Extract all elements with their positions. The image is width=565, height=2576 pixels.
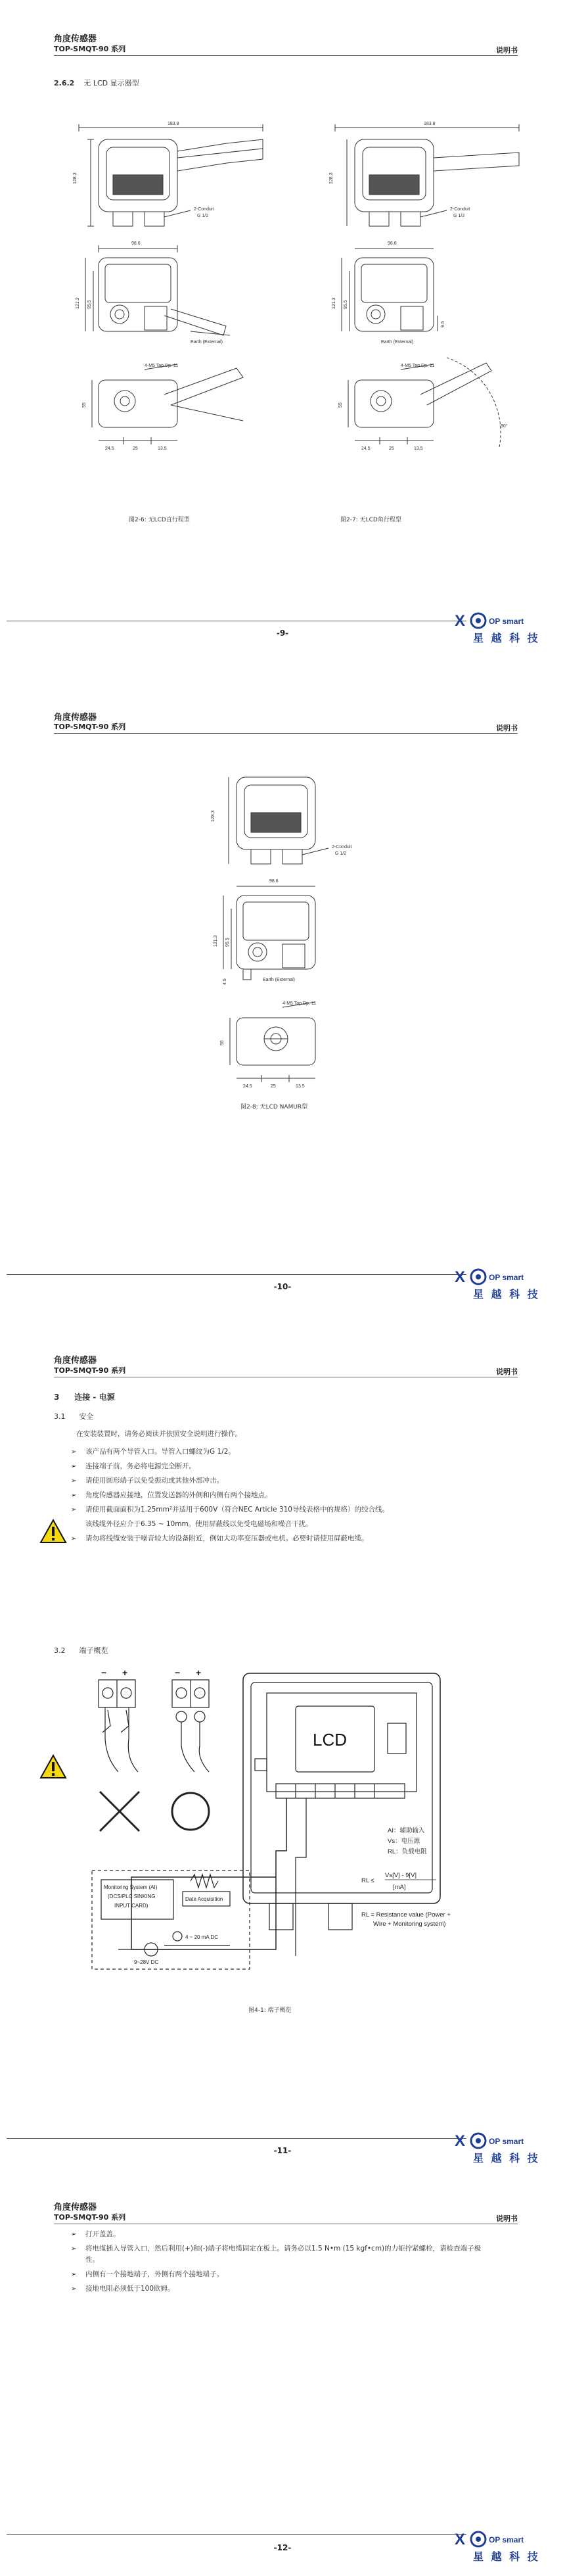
list-item: ➢ 请使用截面面积为1.25mm²并适用于600V（符合NEC Article 310导线表格中的规格）的绞合线。 [71,1506,389,1514]
list-item: ➢ 请使用圆形端子以免受振动或其他外部冲击。 [71,1477,223,1485]
subsection-safety: 3.1 安全 [54,1412,94,1421]
thread-label: G 1/2 [453,214,465,218]
dim-bottom-1: 24.5 [105,446,114,451]
header-title: 角度传感器 [54,713,97,723]
legend-ai: AI：辅助输入 [388,1827,425,1834]
lcd-label: LCD [313,1730,348,1750]
dim-width: 183.8 [424,122,436,126]
figure-caption-rotary: 图2-7: 无LCD角行程型 [340,517,401,523]
dim-height-front: 121.3 [76,297,80,309]
header-rule [54,733,518,734]
tap-label: 4-M5 Tap Dp. 11 [145,364,179,368]
svg-text:X: X [455,612,466,630]
header-manual-label: 说明书 [496,724,518,732]
conduit-label: 2-Conduit [332,845,352,849]
dim-bottom-2: 25 [133,446,138,451]
page-12 [0,2176,565,2576]
dim-bottom-3: 13.5 [158,446,167,451]
wrong-minus: − [101,1667,107,1678]
dim-small: 55 [220,1040,225,1045]
dim-bottom-1: 24.5 [243,1084,252,1089]
page-number: -9- [276,629,289,638]
list-item: 该线缆外径应介于6.35 ~ 10mm。使用屏蔽线以免受电磁场和噪音干扰。 [85,1520,313,1528]
logo-text-cn: 星 越 科 技 [473,1288,540,1300]
dim-width-front: 98.6 [269,879,279,884]
figure-caption-linear: 图2-6: 无LCD直行程型 [129,517,190,523]
dim-height-front: 121.3 [214,935,218,947]
safety-bullet-list [71,1446,491,1548]
dim-bottom-2: 25 [389,446,394,451]
earth-label: Earth (External) [263,978,296,982]
wiring-bullet-list [71,2229,491,2298]
page-number: -10- [273,1282,292,1291]
rl-definition-line2: Wire + Monitoring system) [373,1920,446,1928]
header-title: 角度传感器 [54,2203,97,2212]
dim-side: 9.5 [441,321,445,327]
formula-numerator: Vs[V] - 9[V] [385,1872,417,1879]
dim-height-inner: 95.5 [344,300,348,309]
rl-definition-line1: RL = Resistance value (Power + [361,1911,451,1919]
voltage-label: 9~28V DC [134,1959,159,1965]
dim-height: 128.3 [211,810,215,822]
header-manual-label: 说明书 [496,1368,518,1376]
svg-text:X: X [455,2531,466,2548]
conduit-label: 2-Conduit [450,207,470,212]
warning-icon [39,1519,67,1544]
logo-mark-icon [453,610,493,631]
section-heading: 2.6.2 无 LCD 显示器型 [54,79,139,87]
svg-text:X: X [455,2132,466,2150]
logo-text-en: OP smart [489,617,524,626]
dim-width-front: 98.6 [388,241,397,246]
legend-rl: RL：负载电阻 [388,1848,427,1855]
monitor-line2: (DCS/PLC SINKING [108,1894,156,1899]
dim-small-v: 4.5 [223,978,227,985]
terminal-overview-diagram [79,1660,512,1995]
dim-bottom-2: 25 [271,1084,276,1089]
logo-text-cn: 星 越 科 技 [473,2152,540,2164]
logo-text-en: OP smart [489,2137,524,2146]
dim-height: 128.3 [73,172,78,184]
header-rule [54,55,518,56]
company-logo [453,2130,558,2170]
tap-label: 4-M5 Tap Dp. 11 [282,1001,317,1006]
list-item: ➢ 请勿将线缆安装于噪音较大的设备附近，例如大功率变压器或电机。必要时请使用屏蔽电缆。 [71,1535,369,1542]
list-item: ➢ 角度传感器应接地，位置发送器的外侧和内侧有两个接地点。 [71,1491,272,1499]
dim-small: 55 [82,402,87,408]
warning-icon [39,1754,67,1779]
drawing-linear-type [66,118,282,526]
dim-bottom-3: 13.5 [296,1084,305,1089]
subsection-terminal: 3.2 端子概览 [54,1646,108,1655]
drawing-namur-type [204,756,420,1098]
list-item: ➢ 打开盖盖。 [71,2230,120,2238]
conduit-label: 2-Conduit [194,207,214,212]
wrong-plus: + [122,1667,128,1678]
thread-label: G 1/2 [197,214,209,218]
tap-label: 4-M5 Tap Dp. 11 [401,364,435,368]
dim-bottom-3: 13.5 [414,446,423,451]
logo-text-cn: 星 越 科 技 [473,632,540,644]
dim-bottom-1: 24.5 [361,446,371,451]
header-title: 角度传感器 [54,34,97,44]
formula-denominator: [mA] [393,1884,406,1891]
dim-height-inner: 95.5 [87,300,92,309]
earth-label: Earth (External) [381,340,414,345]
company-logo [453,2529,558,2568]
list-item: ➢ 接地电阻必须低于100欧姆。 [71,2285,175,2293]
page-9 [0,0,565,644]
list-item: ➢ 该产品有两个导管入口。导管入口螺纹为G 1/2。 [71,1448,235,1456]
dim-width: 183.8 [168,122,179,126]
figure-caption-namur: 图2-8: 无LCD NAMUR型 [240,1104,308,1110]
earth-label: Earth (External) [191,340,223,345]
company-logo [453,1266,558,1306]
monitor-line1: Monitoring System (AI) [104,1884,158,1890]
company-logo [453,610,558,650]
logo-mark-icon [453,2529,493,2550]
header-model: TOP-SMQT-90 系列 [54,723,126,731]
dim-height-front: 121.3 [332,297,336,309]
correct-plus: + [196,1667,202,1678]
page-number: -11- [273,2146,292,2155]
data-acquisition-label: Date Acquisition [185,1896,223,1902]
dim-height-inner: 95.5 [225,938,230,947]
list-item: ➢ 内侧有一个接地端子，外侧有两个接地端子。 [71,2270,223,2278]
legend-vs: Vs：电压源 [388,1838,420,1845]
safety-intro: 在安装装置时，请务必阅读并依照安全说明进行操作。 [76,1430,242,1438]
header-manual-label: 说明书 [496,46,518,55]
list-item: ➢ 将电缆插入导管入口，然后利用(+)和(-)端子将电缆固定在板上。请务必以1.5 N•m (15 kgf•cm)的力矩拧紧螺栓，请检查端子极性。 [71,2245,482,2264]
list-item: ➢ 连接端子前，务必将电源完全断开。 [71,1462,196,1470]
angle-label: 90° [501,424,508,429]
header-model: TOP-SMQT-90 系列 [54,1366,126,1375]
formula-lhs: RL ≤ [361,1877,374,1884]
header-manual-label: 说明书 [496,2214,518,2223]
section-heading: 3 连接 - 电源 [54,1393,115,1402]
svg-text:X: X [455,1268,466,1286]
header-model: TOP-SMQT-90 系列 [54,2213,126,2222]
logo-text-cn: 星 越 科 技 [473,2550,540,2563]
page-10 [0,684,565,1302]
dim-small: 55 [338,402,343,408]
logo-text-en: OP smart [489,2535,524,2544]
header-title: 角度传感器 [54,1356,97,1366]
dim-width-front: 98.6 [131,241,141,246]
logo-mark-icon [453,1266,493,1287]
header-model: TOP-SMQT-90 系列 [54,45,126,53]
current-label: 4 ~ 20 mA DC [185,1934,219,1940]
drawing-rotary-type [322,118,539,526]
page-number: -12- [273,2543,292,2552]
logo-mark-icon [453,2130,493,2151]
logo-text-en: OP smart [489,1273,524,1282]
footer-rule [7,2534,466,2535]
dim-height: 128.3 [329,172,334,184]
footer-rule [7,2138,466,2139]
monitor-line3: INPUT CARD) [114,1903,148,1909]
correct-minus: − [175,1667,181,1678]
figure-caption-terminal: 图4-1: 端子概览 [248,2007,292,2014]
footer-rule [7,1274,466,1275]
page-11 [0,1328,565,2163]
thread-label: G 1/2 [335,851,347,856]
